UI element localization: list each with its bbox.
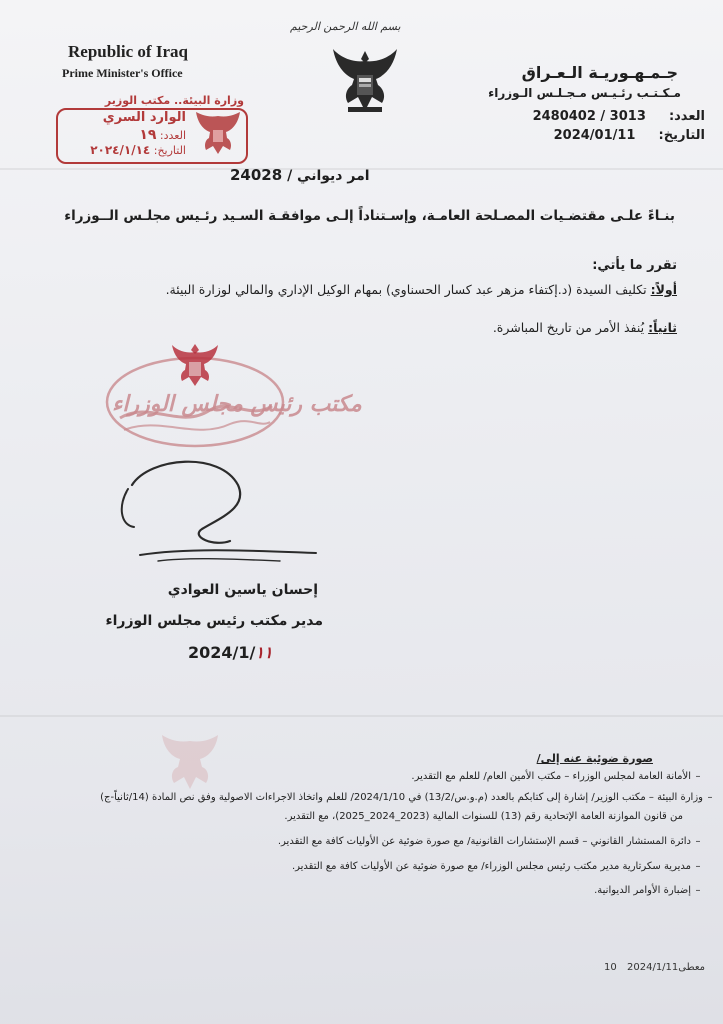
paper-fold: [0, 715, 723, 717]
cc-item-4: –مديرية سكرتارية مدير مكتب رئيس مجلس الوزراء/ مع صورة ضوئية عن الأوليات كافة مع التقدير.: [291, 861, 701, 872]
stamp-date: التاريخ: ٢٠٢٤/١/١٤: [90, 143, 186, 157]
signatory-name: إحسان ياسين العوادي: [167, 582, 318, 598]
office-seal-text: مكتب رئيس مجلس الوزراء: [112, 392, 362, 417]
stamp-title: الوارد السري: [102, 110, 186, 125]
stamp-ministry: وزارة البيئة.. مكتب الوزير: [104, 94, 244, 107]
republic-title-en: Republic of Iraq: [68, 42, 188, 61]
cc-item-3: –دائرة المستشار القانوني – قسم الإستشارات القانونية/ مع صورة ضوئية عن الأوليات كافة مع التقدير.: [277, 836, 701, 847]
diwani-order-title: امر ديواني / 24028: [230, 166, 370, 184]
incoming-stamp: [56, 94, 246, 162]
footer-ref: معطى2024/1/11: [627, 962, 705, 973]
stamp-number: العدد: ١٩: [139, 127, 186, 143]
signature: [110, 455, 340, 575]
body-decision: تقرر ما يأتي:: [592, 258, 677, 273]
reference-number: العدد: 2480402 / 3013: [532, 109, 705, 124]
cc-item-2: –وزارة البيئة – مكتب الوزير/ إشارة إلى كتابكم بالعدد (م.و.س/13/2) في 2024/1/10/ للعلم واتخاذ الاجراءات الاصولية وفق نص المادة (14/ثانياً-ج): [100, 792, 713, 803]
cc-item-5: –إضبارة الأوامر الديوانية.: [594, 885, 701, 896]
top-calligraphy: بسم الله الرحمن الرحيم: [290, 20, 401, 33]
body-item-first: أولاً: تكليف السيدة (د.إكتفاء مزهر عبد كسار الحسناوي) بمهام الوكيل الإداري والمالي لوزارة البيئة.: [165, 282, 677, 297]
cc-item-1: –الأمانة العامة لمجلس الوزراء – مكتب الأمين العام/ للعلم مع التقدير.: [411, 771, 701, 782]
stamp-eagle-icon: [194, 112, 242, 156]
office-title-ar: مـكـتـب رئـيـس مـجـلـس الـوزراء: [488, 86, 681, 100]
reference-date: التاريخ: 2024/01/11: [553, 128, 705, 143]
cc-item-2-cont: من قانون الموازنة العامة الإتحادية رقم (13) للسنوات المالية (2023_2024_2025)، مع التقدير.: [284, 811, 683, 822]
signatory-title: مدير مكتب رئيس مجلس الوزراء: [105, 613, 323, 629]
cc-heading: صورة ضوئية عنه إلى/: [536, 752, 653, 765]
republic-title-ar: جـمـهـوريـة الـعـراق: [521, 63, 678, 82]
body-intro: بنـاءً علـى مقتضـيات المصـلحة العامـة، وإسـتناداً إلـى موافقـة السـيد رئـيس مجلـس الــوزراء: [64, 208, 675, 224]
signature-date: 2024/1/١١: [188, 643, 273, 662]
office-title-en: Prime Minister's Office: [62, 66, 183, 80]
body-item-second: ثانياً: يُنفذ الأمر من تاريخ المباشرة.: [492, 320, 677, 335]
faded-emblem-icon: [150, 735, 230, 795]
footer-page-number: 10: [604, 962, 617, 973]
iraq-eagle-emblem-icon: [330, 45, 400, 117]
